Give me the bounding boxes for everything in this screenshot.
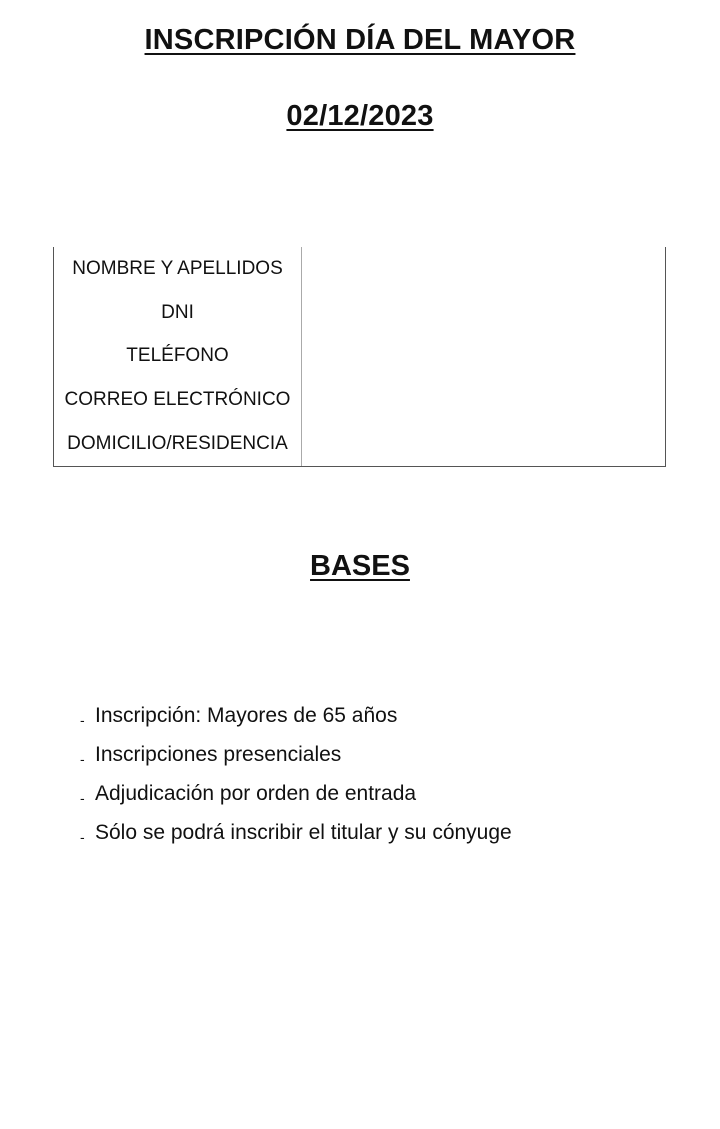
field-value-dni[interactable] (302, 291, 666, 335)
list-item (80, 701, 512, 740)
form-row-email (54, 378, 666, 422)
rules-list (80, 701, 512, 857)
list-item (80, 779, 512, 818)
form-row-address (54, 422, 666, 466)
field-label-name: NOMBRE Y APELLIDOS (54, 247, 302, 291)
rule-text: Adjudicación por orden de entrada (95, 782, 417, 805)
field-label-phone: TELÉFONO (54, 335, 302, 379)
list-item (80, 818, 512, 857)
dash-bullet: - (80, 790, 85, 806)
rule-text: Inscripción: Mayores de 65 años (95, 704, 398, 727)
document-title: INSCRIPCIÓN DÍA DEL MAYOR (144, 24, 576, 56)
bases-heading: BASES (310, 550, 410, 582)
rule-text: Sólo se podrá inscribir el titular y su cónyuge (95, 821, 512, 844)
field-value-address[interactable] (302, 422, 666, 466)
field-label-dni: DNI (54, 291, 302, 335)
registration-form-table (53, 247, 666, 467)
form-row-name (54, 247, 666, 291)
field-value-email[interactable] (302, 378, 666, 422)
field-label-email: CORREO ELECTRÓNICO (54, 378, 302, 422)
dash-bullet: - (80, 829, 85, 845)
dash-bullet: - (80, 751, 85, 767)
dash-bullet: - (80, 712, 85, 728)
list-item (80, 740, 512, 779)
field-label-address: DOMICILIO/RESIDENCIA (54, 422, 302, 466)
form-row-dni (54, 291, 666, 335)
field-value-phone[interactable] (302, 335, 666, 379)
form-row-phone (54, 335, 666, 379)
field-value-name[interactable] (302, 247, 666, 291)
event-date: 02/12/2023 (286, 100, 434, 132)
rule-text: Inscripciones presenciales (95, 743, 342, 766)
